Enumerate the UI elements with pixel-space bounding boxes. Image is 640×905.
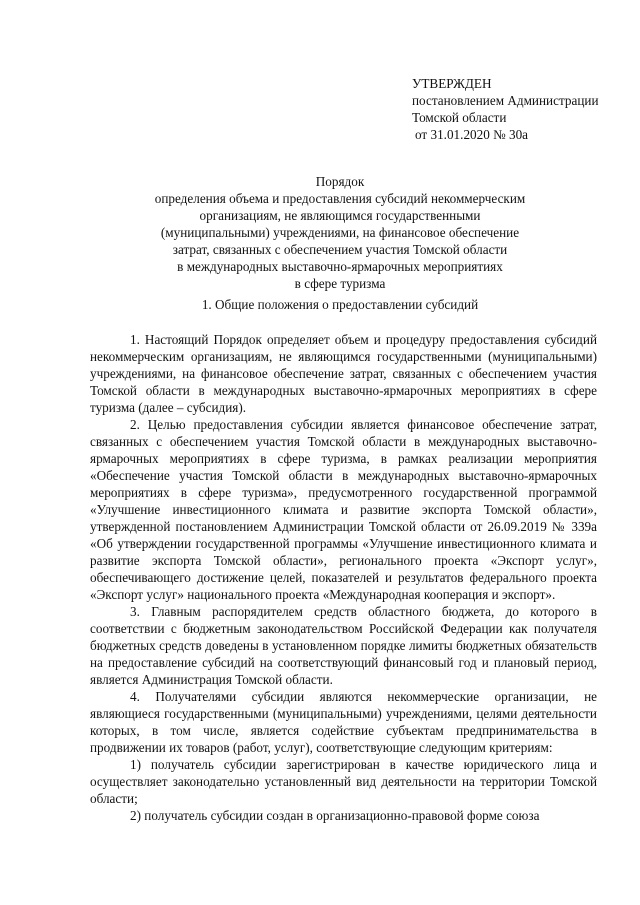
criterion-1: 1) получатель субсидии зарегистрирован в качестве юридического лица и осуществляет законодательно установленный вид деятельности на территории Томской области; bbox=[90, 757, 597, 806]
approval-date: от 31.01.2020 № 30а bbox=[415, 127, 529, 142]
title-line: затрат, связанных с обеспечением участия Томской области bbox=[172, 242, 508, 257]
title-line: в международных выставочно-ярмарочных мероприятиях bbox=[177, 259, 503, 274]
approval-stamp bbox=[412, 75, 599, 143]
title-line: (муниципальными) учреждениями, на финансовое обеспечение bbox=[160, 225, 520, 240]
title-line: в сфере туризма bbox=[294, 276, 386, 291]
title-line: определения объема и предоставления субсидий некоммерческим bbox=[154, 191, 526, 206]
paragraph-4: 4. Получателями субсидии являются некоммерческие организации, не являющиеся государственными (муниципальными) учреждениями, целями деятельности которых, в том числе, является содействие субъектам предпринимательства в продвижении их товаров (работ, услуг), соответствующие следующим критериям: bbox=[90, 689, 597, 755]
document-title bbox=[100, 173, 580, 292]
section-heading: 1. Общие положения о предоставлении субсидий bbox=[201, 297, 479, 312]
document-body bbox=[90, 331, 597, 824]
paragraph-3: 3. Главным распорядителем средств областного бюджета, до которого в соответствии с бюджетным законодательством Российской Федерации как получателя бюджетных средств доведены в установленном порядке лимиты бюджетных обязательств на предоставление субсидий на соответствующий финансовый год и плановый период, является Администрация Томской области. bbox=[90, 604, 597, 687]
paragraph-1: 1. Настоящий Порядок определяет объем и процедуру предоставления субсидий некоммерческим организациям, не являющимся государственными (муниципальными) учреждениями, на финансовое обеспечение затрат, связанных с обеспечением участия Томской области в международных выставочно-ярмарочных мероприятиях в сфере туризма (далее – субсидия). bbox=[90, 332, 597, 415]
approval-basis: постановлением Администрации bbox=[412, 93, 599, 108]
approval-heading: УТВЕРЖДЕН bbox=[412, 76, 492, 91]
title-line: организациям, не являющимся государственными bbox=[199, 208, 481, 223]
approval-region: Томской области bbox=[412, 110, 507, 125]
title-line: Порядок bbox=[315, 174, 365, 189]
paragraph-2: 2. Целью предоставления субсидии является финансовое обеспечение затрат, связанных с обеспечением участия Томской области в международных выставочно-ярмарочных мероприятиях в сфере туризма, в рамках реализации мероприятия «Обеспечение участия Томской области в международных выставочно-ярмарочных мероприятиях в сфере туризма», предусмотренного государственной программой «Улучшение инвестиционного климата и развитие экспорта Томской области», утвержденной постановлением Администрации Томской области от 26.09.2019 № 339а «Об утверждении государственной программы «Улучшение инвестиционного климата и развитие экспорта Томской области», регионального проекта «Экспорт услуг», обеспечивающего достижение целей, показателей и результатов федерального проекта «Экспорт услуг» национального проекта «Международная кооперация и экспорт». bbox=[90, 417, 597, 602]
criterion-2: 2) получатель субсидии создан в организационно-правовой форме союза bbox=[130, 808, 540, 823]
